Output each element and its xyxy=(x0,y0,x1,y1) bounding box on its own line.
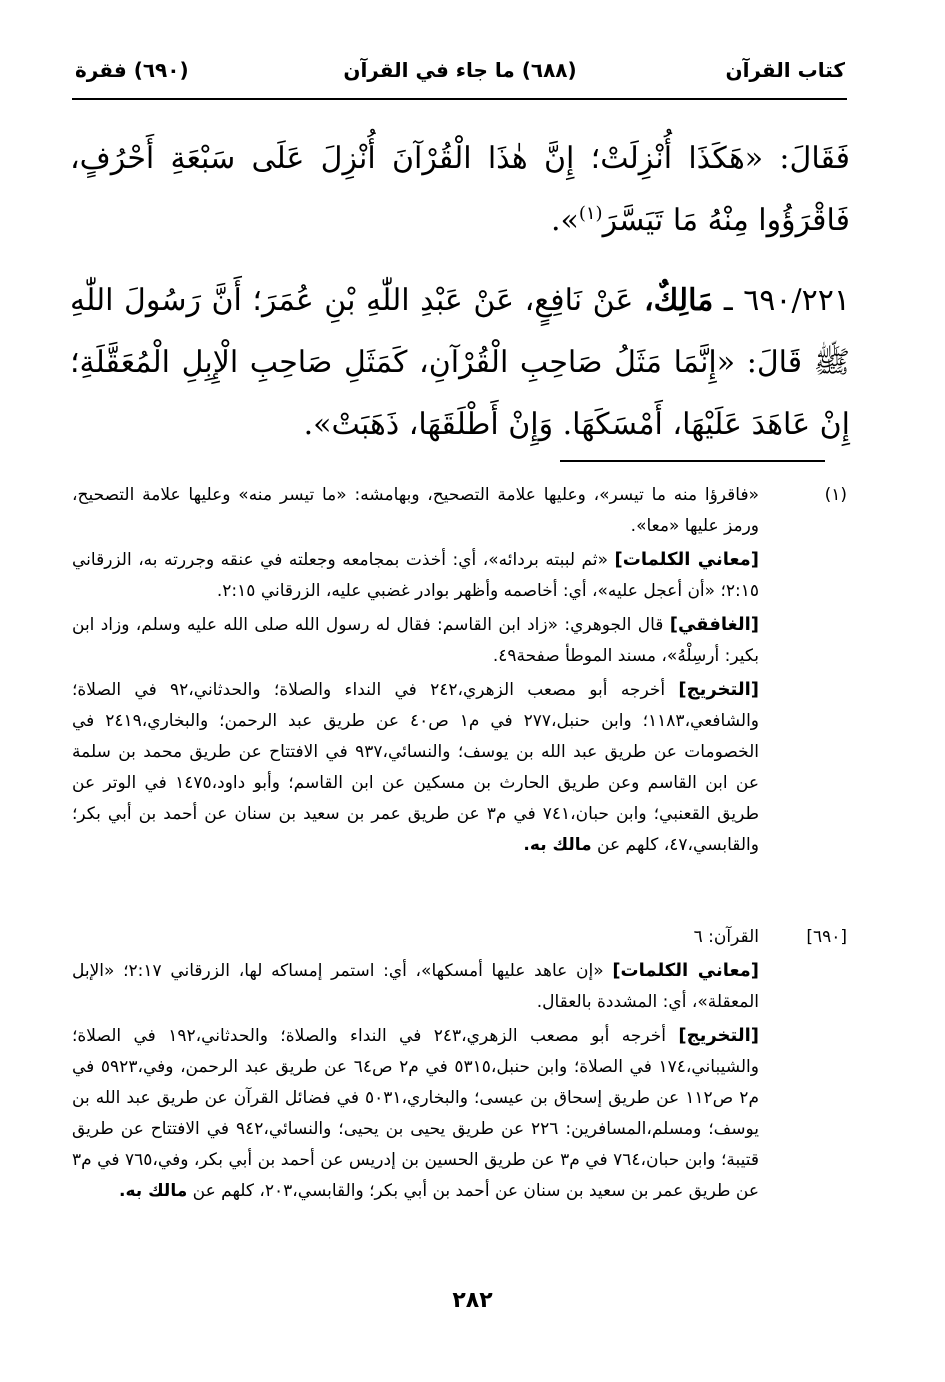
hadith-block xyxy=(70,270,850,456)
takhrij-end: مالك به. xyxy=(523,835,592,855)
footnote-690-body xyxy=(72,922,759,1207)
header-book-title: كتاب القرآن xyxy=(725,58,845,82)
main-text-continuation xyxy=(70,128,850,252)
main-paragraph-1-text: فَقَالَ: «هَكَذَا أُنْزِلَتْ؛ إِنَّ هٰذَا الْقُرْآنَ أُنْزِلَ عَلَى سَبْعَةِ أَحْرُفٍ، فَاقْرَؤُوا مِنْهُ مَا تَيَسَّرَ xyxy=(70,141,850,238)
ghafiqi-text: قال الجوهري: «زاد ابن القاسم: فقال له رسول الله صلى الله عليه وسلم، وزاد ابن بكير: أرسِلْهُ»، مسند الموطأ صفحة٤٩. xyxy=(72,615,759,666)
hadith-paragraph: ٦٩٠/٢٢١ ـ مَالِكٌ، عَنْ نَافِعٍ، عَنْ عَبْدِ اللّٰهِ بْنِ عُمَرَ؛ أَنَّ رَسُولَ اللّٰهِ ﷺ قَالَ: «إِنَّمَا مَثَلُ صَاحِبِ الْقُرْآنِ، كَمَثَلِ صَاحِبِ الْإِبِلِ الْمُعَقَّلَةِ؛ إِنْ عَاهَدَ عَلَيْهَا، أَمْسَكَهَا. وَإِنْ أَطْلَقَهَا، ذَهَبَتْ». xyxy=(70,283,850,442)
takhrij-text: أخرجه أبو مصعب الزهري،٢٤٢ في النداء والصلاة؛ والحدثاني،٩٢ في الصلاة؛ والشافعي،١١٨٣؛ وابن حنبل،٢٧٧ في م١ ص٤٠ عن طريق عبد الرحمن؛ والبخاري،٢٤١٩ في الخصومات عن طريق عبد الله بن يوسف؛ والنسائي،٩٣٧ في الافتتاح عن طريق محمد بن سلمة عن ابن القاسم وعن طريق الحارث بن مسكين عن ابن القاسم؛ وأبو داود،١٤٧٥ في الوتر عن طريق القعنبي؛ وابن حبان،٧٤١ في م٣ عن طريق عمر بن سعيد بن سنان عن أحمد بن أبي بكر؛ والقابسي،٤٧، كلهم عن xyxy=(72,680,760,855)
footnote-690-meanings xyxy=(72,955,759,1018)
takhrij-end: مالك به. xyxy=(119,1181,188,1201)
footnote-1-takhrij xyxy=(72,674,759,861)
footnote-690-takhrij xyxy=(72,1020,759,1207)
meanings-tag: [معاني الكلمات] xyxy=(612,960,760,981)
hadith-text: عَنْ نَافِعٍ، عَنْ عَبْدِ اللّٰهِ بْنِ عُمَرَ؛ أَنَّ رَسُولَ اللّٰهِ ﷺ قَالَ: «إِنَّمَا مَثَلُ صَاحِبِ الْقُرْآنِ، كَمَثَلِ صَاحِبِ الْإِبِلِ الْمُعَقَّلَةِ؛ إِنْ عَاهَدَ عَلَيْهَا، أَمْسَكَهَا. وَإِنْ أَطْلَقَهَا، ذَهَبَتْ». xyxy=(70,283,850,442)
footnote-1-meanings xyxy=(72,544,759,607)
footnote-1 xyxy=(72,480,847,863)
footnote-690 xyxy=(72,922,847,1209)
footnote-divider xyxy=(560,460,825,462)
main-paragraph-1-end: ». xyxy=(550,203,579,238)
running-header xyxy=(75,58,845,94)
header-paragraph-number: (٦٩٠) فقرة xyxy=(75,58,189,82)
takhrij-text: أخرجه أبو مصعب الزهري،٢٤٣ في النداء والصلاة؛ والحدثاني،١٩٢ في الصلاة؛ والشيباني،١٧٤ في الصلاة؛ وابن حنبل،٥٣١٥ في م٢ ص٦٤ عن طريق عبد الرحمن، وفي،٥٩٢٣ في م٢ ص١١٢ عن طريق إسحاق بن عيسى؛ والبخاري،٥٠٣١ في فضائل القرآن عن طريق عبد الله بن يوسف؛ ومسلم،المسافرين: ٢٢٦ عن طريق يحيى بن يحيى؛ والنسائي،٩٤٢ في الافتتاح عن طريق قتيبة؛ وابن حبان،٧٦٤ في م٣ عن طريق الحسين بن إدريس عن أحمد بن أبي بكر، وفي،٧٦٥ في م٣ عن طريق عمر بن سعيد بن سنان عن أحمد بن أبي بكر؛ والقابسي،٢٠٣، كلهم عن xyxy=(72,1026,760,1201)
header-divider xyxy=(72,98,847,100)
footnote-1-ghafiqi xyxy=(72,609,759,672)
takhrij-tag: [التخريج] xyxy=(678,1025,760,1046)
meanings-tag: [معاني الكلمات] xyxy=(614,549,759,570)
takhrij-tag: [التخريج] xyxy=(678,679,760,700)
hadith-narrator: مَالِكٌ، xyxy=(643,283,714,318)
meanings-text: «ثم لببته بردائه»، أي: أخذت بمجامعه وجعلته في عنقه وجررته به، الزرقاني ٢:١٥؛ «أن أعجل عليه»، أي: أخاصمه وأظهر بوادر غضبي عليه، الزرقاني ٢:١٥. xyxy=(72,550,759,601)
footnote-690-label: [٦٩٠] xyxy=(806,927,847,947)
footnote-ref-1: (١) xyxy=(578,203,603,224)
hadith-number: ٦٩٠/٢٢١ xyxy=(743,283,850,318)
meanings-text: «إن عاهد عليها أمسكها»، أي: استمر إمساكه لها، الزرقاني ٢:١٧؛ «الإبل المعقلة»، أي: المشددة بالعقال. xyxy=(72,961,759,1012)
page-number: ٢٨٢ xyxy=(452,1288,493,1313)
footnote-690-intro: القرآن: ٦ xyxy=(693,927,759,947)
main-paragraph-1 xyxy=(70,128,850,252)
footnote-1-body xyxy=(72,480,759,861)
footnote-1-label: (١) xyxy=(824,485,847,505)
footnote-1-intro: «فاقرؤا منه ما تيسر»، وعليها علامة التصحيح، وبهامشه: «ما تيسر منه» وعليها علامة التصحيح، ورمز عليها «معا». xyxy=(72,485,759,536)
header-chapter-title: (٦٨٨) ما جاء في القرآن xyxy=(343,58,577,82)
ghafiqi-tag: [الغافقي] xyxy=(669,614,759,635)
